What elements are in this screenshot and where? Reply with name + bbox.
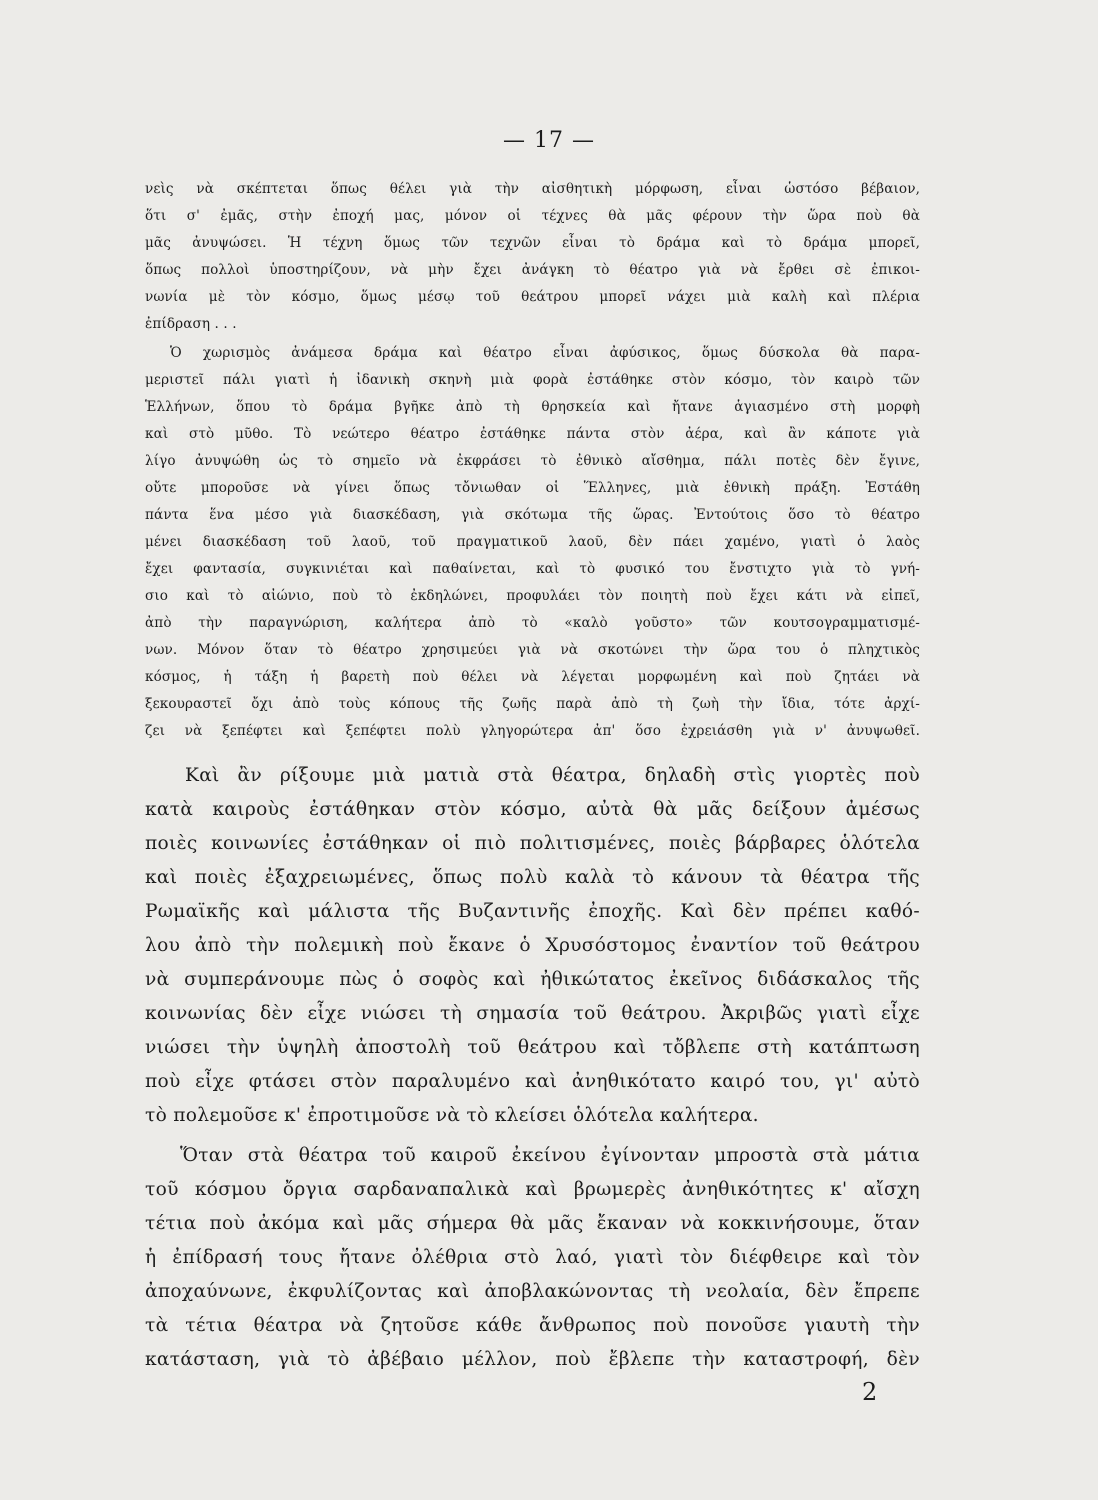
text-line: ὅπως πολλοὶ ὑποστηρίζουν, νὰ μὴν ἔχει ἀνάγκη τὸ θέατρο γιὰ νὰ ἔρθει σὲ ἐπικοι- xyxy=(145,262,920,278)
text-line: κατάσταση, γιὰ τὸ ἀβέβαιο μέλλον, ποὺ ἔβλεπε τὴν καταστροφή, δὲν xyxy=(145,1349,920,1370)
text-line: νωνία μὲ τὸν κόσμο, ὅμως μέσῳ τοῦ θεάτρου μπορεῖ νάχει μιὰ καλὴ καὶ πλέρια xyxy=(145,289,920,305)
text-line: Ἑλλήνων, ὅπου τὸ δράμα βγῆκε ἀπὸ τὴ θρησκεία καὶ ἤτανε ἁγιασμένο στὴ μορφὴ xyxy=(145,399,920,415)
text-line: Ὅταν στὰ θέατρα τοῦ καιροῦ ἐκείνου ἐγίνονταν μπροστὰ στὰ μάτια xyxy=(180,1145,920,1166)
text-line: σιο καὶ τὸ αἰώνιο, ποὺ τὸ ἐκδηλώνει, προφυλάει τὸν ποιητὴ ποὺ ἔχει κάτι νὰ εἰπεῖ, xyxy=(145,588,920,604)
text-line: ζει νὰ ξεπέφτει καὶ ξεπέφτει πολὺ γληγορώτερα ἀπ' ὅσο ἐχρειάσθη γιὰ ν' ἀνυψωθεῖ. xyxy=(145,723,920,739)
text-line: Ὁ χωρισμὸς ἀνάμεσα δράμα καὶ θέατρο εἶναι ἀφύσικος, ὅμως δύσκολα θὰ παρα- xyxy=(170,345,920,361)
text-line: καὶ ποιὲς ἐξαχρειωμένες, ὅπως πολὺ καλὰ τὸ κάνουν τὰ θέατρα τῆς xyxy=(145,867,920,888)
text-line: οὔτε μποροῦσε νὰ γίνει ὅπως τὄνιωθαν οἱ Ἕλληνες, μιὰ ἐθνικὴ πράξη. Ἐστάθη xyxy=(145,480,920,496)
text-line: ὅτι σ' ἐμᾶς, στὴν ἐποχή μας, μόνον οἱ τέχνες θὰ μᾶς φέρουν τὴν ὥρα ποὺ θὰ xyxy=(145,208,920,224)
text-line: ἀποχαύνωνε, ἐκφυλίζοντας καὶ ἀποβλακώνοντας τὴ νεολαία, δὲν ἔπρεπε xyxy=(145,1281,920,1302)
text-line: μᾶς ἀνυψώσει. Ἡ τέχνη ὅμως τῶν τεχνῶν εἶναι τὸ δράμα καὶ τὸ δράμα μπορεῖ, xyxy=(145,235,920,251)
text-line: ἔχει φαντασία, συγκινιέται καὶ παθαίνεται, καὶ τὸ φυσικό του ἔνστιχτο γιὰ τὸ γνή- xyxy=(145,561,920,577)
text-line: ἀπὸ τὴν παραγνώριση, καλήτερα ἀπὸ τὸ «καλὸ γοῦστο» τῶν κουτσογραμματισμέ- xyxy=(145,615,920,631)
text-line: νιώσει τὴν ὑψηλὴ ἀποστολὴ τοῦ θεάτρου καὶ τὄβλεπε στὴ κατάπτωση xyxy=(145,1037,920,1058)
text-line: λου ἀπὸ τὴν πολεμικὴ ποὺ ἔκανε ὁ Χρυσόστομος ἐναντίον τοῦ θεάτρου xyxy=(145,935,920,956)
page-number: — 17 — xyxy=(503,128,595,153)
text-line: ἡ ἐπίδρασή τους ἤτανε ὀλέθρια στὸ λαό, γιατὶ τὸν διέφθειρε καὶ τὸν xyxy=(145,1247,920,1268)
text-line: μεριστεῖ πάλι γιατὶ ἡ ἰδανικὴ σκηνὴ μιὰ φορὰ ἐστάθηκε στὸν κόσμο, τὸν καιρὸ τῶν xyxy=(145,372,920,388)
text-line: κοινωνίας δὲν εἶχε νιώσει τὴ σημασία τοῦ θεάτρου. Ἀκριβῶς γιατὶ εἶχε xyxy=(145,1003,920,1024)
text-line: λίγο ἀνυψώθη ὡς τὸ σημεῖο νὰ ἐκφράσει τὸ ἐθνικὸ αἴσθημα, πάλι ποτὲς δὲν ἔγινε, xyxy=(145,453,920,469)
text-line: πάντα ἕνα μέσο γιὰ διασκέδαση, γιὰ σκότωμα τῆς ὥρας. Ἐντούτοις ὅσο τὸ θέατρο xyxy=(145,507,920,523)
text-line: τοῦ κόσμου ὄργια σαρδαναπαλικὰ καὶ βρωμερὲς ἀνηθικότητες κ' αἴσχη xyxy=(145,1179,920,1200)
text-line: νων. Μόνον ὅταν τὸ θέατρο χρησιμεύει γιὰ νὰ σκοτώνει τὴν ὥρα του ὁ πληχτικὸς xyxy=(145,642,920,658)
text-line: ποιὲς κοινωνίες ἐστάθηκαν οἱ πιὸ πολιτισμένες, ποιὲς βάρβαρες ὁλότελα xyxy=(145,833,920,854)
text-line: νὰ συμπεράνουμε πὼς ὁ σοφὸς καὶ ἠθικώτατος ἐκεῖνος διδάσκαλος τῆς xyxy=(145,969,920,990)
text-line: κόσμος, ἡ τάξη ἡ βαρετὴ ποὺ θέλει νὰ λέγεται μορφωμένη καὶ ποὺ ζητάει νὰ xyxy=(145,669,920,685)
text-line: ἐπίδραση . . . xyxy=(145,316,237,332)
text-line: ποὺ εἶχε φτάσει στὸν παραλυμένο καὶ ἀνηθικότατο καιρό του, γι' αὐτὸ xyxy=(145,1071,920,1092)
text-line: τὰ τέτια θέατρα νὰ ζητοῦσε κάθε ἄνθρωπος ποὺ πονοῦσε γιαυτὴ τὴν xyxy=(145,1315,920,1336)
text-line: νεὶς νὰ σκέπτεται ὅπως θέλει γιὰ τὴν αἰσθητικὴ μόρφωση, εἶναι ὡστόσο βέβαιον, xyxy=(145,181,920,197)
text-line: καὶ στὸ μῦθο. Τὸ νεώτερο θέατρο ἐστάθηκε πάντα στὸν ἀέρα, καὶ ἂν κάποτε γιὰ xyxy=(145,426,920,442)
text-line: Καὶ ἂν ρίξουμε μιὰ ματιὰ στὰ θέατρα, δηλαδὴ στὶς γιορτὲς ποὺ xyxy=(185,765,920,786)
text-line: κατὰ καιροὺς ἐστάθηκαν στὸν κόσμο, αὐτὰ θὰ μᾶς δείξουν ἀμέσως xyxy=(145,799,920,820)
text-line: τέτια ποὺ ἀκόμα καὶ μᾶς σήμερα θὰ μᾶς ἔκαναν νὰ κοκκινήσουμε, ὅταν xyxy=(145,1213,920,1234)
text-line: μένει διασκέδαση τοῦ λαοῦ, τοῦ πραγματικοῦ λαοῦ, δὲν πάει χαμένο, γιατὶ ὁ λαὸς xyxy=(145,534,920,550)
signature-mark: 2 xyxy=(862,1378,878,1406)
text-line: ξεκουραστεῖ ὄχι ἀπὸ τοὺς κόπους τῆς ζωῆς παρὰ ἀπὸ τὴ ζωὴ τὴν ἴδια, τότε ἀρχί- xyxy=(145,696,920,712)
text-line: Ρωμαϊκῆς καὶ μάλιστα τῆς Βυζαντινῆς ἐποχῆς. Καὶ δὲν πρέπει καθό- xyxy=(145,901,920,922)
text-line: τὸ πολεμοῦσε κ' ἐπροτιμοῦσε νὰ τὸ κλείσει ὁλότελα καλήτερα. xyxy=(145,1105,759,1126)
